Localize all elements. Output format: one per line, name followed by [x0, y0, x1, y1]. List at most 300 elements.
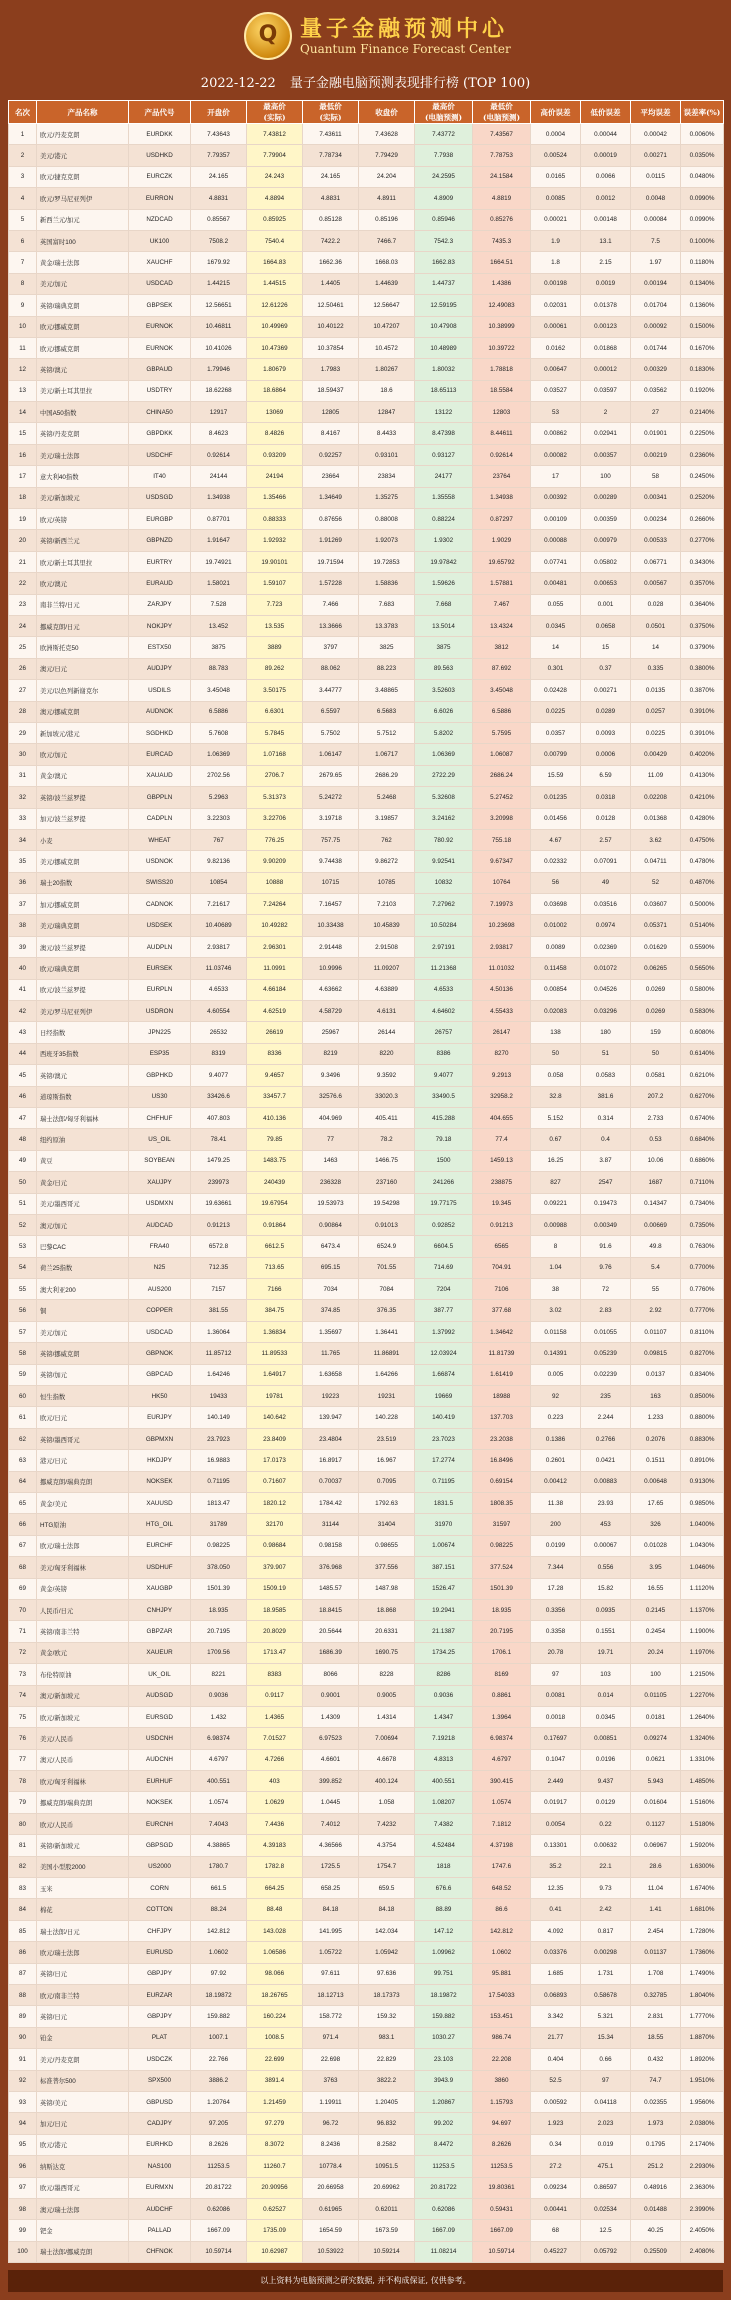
table-cell: 1008.5 — [247, 2027, 303, 2048]
table-cell: IT40 — [129, 466, 191, 487]
column-header-label: 产品代号 — [144, 107, 175, 117]
table-cell: 欧元/日元 — [37, 1407, 129, 1428]
table-cell: 18.55 — [631, 2027, 681, 2048]
table-cell: 0.00194 — [631, 273, 681, 294]
table-cell: 1463 — [303, 1150, 359, 1171]
table-cell: 97 — [581, 2070, 631, 2091]
table-cell: 13.1 — [581, 230, 631, 251]
table-row — [9, 1878, 724, 1899]
table-cell: 404.969 — [303, 1107, 359, 1128]
table-cell: 0.8861 — [473, 1685, 531, 1706]
table-cell: 83 — [9, 1878, 37, 1899]
table-cell: 0.88333 — [247, 509, 303, 530]
table-cell: 英镑/南非兰特 — [37, 1621, 129, 1642]
table-cell: 0.0012 — [581, 188, 631, 209]
table-cell: GBPCAD — [129, 1364, 191, 1385]
table-cell: 0.3750% — [681, 615, 724, 636]
table-cell: 20.24 — [631, 1642, 681, 1663]
table-cell: AUDJPY — [129, 658, 191, 679]
table-row — [9, 637, 724, 658]
table-cell: 欧元/波兰兹罗提 — [37, 979, 129, 1000]
table-cell: 97.205 — [191, 2113, 247, 2134]
table-cell: 7.78734 — [303, 145, 359, 166]
table-cell: 10.48989 — [415, 337, 473, 358]
table-cell: UK100 — [129, 230, 191, 251]
table-cell: 18 — [9, 487, 37, 508]
table-cell: 40 — [9, 958, 37, 979]
table-cell: 0.01488 — [631, 2198, 681, 2219]
table-cell: 159.882 — [415, 2006, 473, 2027]
table-cell: 46 — [9, 1086, 37, 1107]
table-cell: 0.4280% — [681, 808, 724, 829]
table-cell: 1667.09 — [473, 2220, 531, 2241]
table-cell: 18.19872 — [415, 1984, 473, 2005]
table-cell: 96 — [9, 2156, 37, 2177]
table-cell: 0.02239 — [581, 1364, 631, 1385]
table-row — [9, 2156, 724, 2177]
table-cell: 38 — [9, 915, 37, 936]
table-cell: 19.65792 — [473, 551, 531, 572]
table-cell: 18.17373 — [359, 1984, 415, 2005]
table-cell: 0.0128 — [581, 808, 631, 829]
table-cell: 4.37198 — [473, 1835, 531, 1856]
table-cell: 5.2963 — [191, 787, 247, 808]
table-cell: 0.0990% — [681, 188, 724, 209]
table-cell: 7.4436 — [247, 1813, 303, 1834]
table-row — [9, 466, 724, 487]
table-cell: 137.703 — [473, 1407, 531, 1428]
table-cell: 1662.83 — [415, 252, 473, 273]
table-cell: 36 — [9, 872, 37, 893]
table-cell: 0.00329 — [631, 359, 681, 380]
table-cell: 美元/港元 — [37, 145, 129, 166]
table-cell: 0.0165 — [531, 166, 581, 187]
table-cell: 1.4386 — [473, 273, 531, 294]
table-cell: 0.01072 — [581, 958, 631, 979]
table-cell: 0.07091 — [581, 851, 631, 872]
table-cell: 0.48916 — [631, 2177, 681, 2198]
table-row — [9, 2049, 724, 2070]
table-cell: 1.233 — [631, 1407, 681, 1428]
table-cell: 99.751 — [415, 1963, 473, 1984]
table-cell: 0.00648 — [631, 1471, 681, 1492]
table-cell: 207.2 — [631, 1086, 681, 1107]
table-cell: 9.76 — [581, 1257, 631, 1278]
table-cell: 0.19473 — [581, 1193, 631, 1214]
table-cell: 3.22303 — [191, 808, 247, 829]
table-cell: 1.05722 — [303, 1942, 359, 1963]
table-cell: 西班牙35指数 — [37, 1043, 129, 1064]
table-cell: 40.25 — [631, 2220, 681, 2241]
table-cell: 欧元/新土耳其里拉 — [37, 551, 129, 572]
table-cell: 欧元/澳元 — [37, 573, 129, 594]
table-cell: 8 — [531, 1236, 581, 1257]
table-cell: 欧元/南非兰特 — [37, 1984, 129, 2005]
table-cell: EURHKD — [129, 2134, 191, 2155]
table-cell: 0.11458 — [531, 958, 581, 979]
table-cell: 18.62268 — [191, 380, 247, 401]
table-cell: 6604.5 — [415, 1236, 473, 1257]
table-cell: 10.59714 — [473, 2241, 531, 2262]
table-cell: 21.77 — [531, 2027, 581, 2048]
table-cell: CADJPY — [129, 2113, 191, 2134]
table-cell: 1.7770% — [681, 2006, 724, 2027]
table-cell: 8.2626 — [191, 2134, 247, 2155]
table-cell: 4.66184 — [247, 979, 303, 1000]
table-cell: 69 — [9, 1578, 37, 1599]
table-cell: 1.1120% — [681, 1578, 724, 1599]
table-cell: 0.01137 — [631, 1942, 681, 1963]
table-row — [9, 1792, 724, 1813]
table-cell: 5.7608 — [191, 722, 247, 743]
table-cell: 1.19911 — [303, 2091, 359, 2112]
table-cell: 31597 — [473, 1514, 531, 1535]
table-cell: 4.8911 — [359, 188, 415, 209]
table-cell: 0.02031 — [531, 295, 581, 316]
table-cell: 10.38999 — [473, 316, 531, 337]
table-cell: 32576.6 — [303, 1086, 359, 1107]
table-cell: 11.08214 — [415, 2241, 473, 2262]
table-cell: 390.415 — [473, 1771, 531, 1792]
table-cell: 1.4347 — [415, 1706, 473, 1727]
table-row — [9, 1771, 724, 1792]
table-cell: 9.90209 — [247, 851, 303, 872]
table-cell: 17.0173 — [247, 1450, 303, 1471]
table-row — [9, 1129, 724, 1150]
table-cell: HK50 — [129, 1386, 191, 1407]
table-cell: XAUEUR — [129, 1642, 191, 1663]
column-header-label: 开盘价 — [207, 107, 230, 117]
table-body — [9, 124, 724, 2263]
table-cell: 1.57228 — [303, 573, 359, 594]
table-cell: 8066 — [303, 1664, 359, 1685]
table-cell: 51 — [9, 1193, 37, 1214]
table-cell: 0.09274 — [631, 1728, 681, 1749]
table-cell: AUS200 — [129, 1279, 191, 1300]
table-row — [9, 958, 724, 979]
table-cell: 0.00341 — [631, 487, 681, 508]
table-cell: USDHUF — [129, 1557, 191, 1578]
table-cell: PALLAD — [129, 2220, 191, 2241]
table-cell: 4.7266 — [247, 1749, 303, 1770]
table-cell: 12917 — [191, 402, 247, 423]
table-row — [9, 487, 724, 508]
table-cell: 0.69154 — [473, 1471, 531, 1492]
table-cell: 2.449 — [531, 1771, 581, 1792]
table-cell: 9.74438 — [303, 851, 359, 872]
table-cell: 黄金/瑞士法郎 — [37, 252, 129, 273]
table-cell: 0.14347 — [631, 1193, 681, 1214]
table-cell: 5.4 — [631, 1257, 681, 1278]
table-cell: 4.6601 — [303, 1749, 359, 1770]
table-cell: 241266 — [415, 1172, 473, 1193]
table-cell: 0.314 — [581, 1107, 631, 1128]
table-cell: 0.5140% — [681, 915, 724, 936]
table-cell: 1782.8 — [247, 1856, 303, 1877]
table-cell: USDCNH — [129, 1728, 191, 1749]
table-cell: 97.636 — [359, 1963, 415, 1984]
table-cell: GBPSGD — [129, 1835, 191, 1856]
table-cell: EURHUF — [129, 1771, 191, 1792]
table-cell: 99.202 — [415, 2113, 473, 2134]
table-cell: 23.8409 — [247, 1428, 303, 1449]
table-cell: 0.02355 — [631, 2091, 681, 2112]
table-cell: 67 — [9, 1535, 37, 1556]
table-cell: 12.61226 — [247, 295, 303, 316]
report-title: 量子金融电脑预测表现排行榜 (TOP 100) — [289, 76, 531, 91]
table-cell: 0.00148 — [581, 209, 631, 230]
table-cell: 62 — [9, 1428, 37, 1449]
table-cell: 22.1 — [581, 1856, 631, 1877]
table-cell: 英镑/新西兰元 — [37, 530, 129, 551]
table-cell: 44 — [9, 1043, 37, 1064]
table-cell: 0.93127 — [415, 444, 473, 465]
table-cell: 16.55 — [631, 1578, 681, 1599]
table-cell: 74 — [9, 1685, 37, 1706]
table-cell: 4.50136 — [473, 979, 531, 1000]
table-cell: 12 — [9, 359, 37, 380]
table-cell: 22.208 — [473, 2049, 531, 2070]
table-cell: 0.00219 — [631, 444, 681, 465]
table-cell: 3.19718 — [303, 808, 359, 829]
table-cell: 19.97842 — [415, 551, 473, 572]
table-cell: 7.4382 — [415, 1813, 473, 1834]
table-row — [9, 1150, 724, 1171]
table-cell: 9.437 — [581, 1771, 631, 1792]
table-cell: 0.70037 — [303, 1471, 359, 1492]
table-cell: 0.8270% — [681, 1343, 724, 1364]
table-cell: 0.3910% — [681, 701, 724, 722]
table-cell: 0.4130% — [681, 765, 724, 786]
table-cell: 10.33438 — [303, 915, 359, 936]
table-cell: 1.09962 — [415, 1942, 473, 1963]
table-cell: 美元/新土耳其里拉 — [37, 380, 129, 401]
table-cell: 0.07741 — [531, 551, 581, 572]
table-cell: 1686.39 — [303, 1642, 359, 1663]
brand-name-en: Quantum Finance Forecast Center — [300, 42, 511, 56]
table-cell: 695.15 — [303, 1257, 359, 1278]
table-row — [9, 1001, 724, 1022]
table-cell: 3.50175 — [247, 680, 303, 701]
table-cell: 4.6797 — [473, 1749, 531, 1770]
table-cell: COPPER — [129, 1300, 191, 1321]
table-cell: 78.2 — [359, 1129, 415, 1150]
table-cell: 0.1830% — [681, 359, 724, 380]
table-cell: 美元/加元 — [37, 273, 129, 294]
table-cell: 0.09234 — [531, 2177, 581, 2198]
table-cell: 1501.39 — [191, 1578, 247, 1599]
table-cell: 18.5584 — [473, 380, 531, 401]
table-cell: 11.03746 — [191, 958, 247, 979]
table-cell: 0.17697 — [531, 1728, 581, 1749]
table-cell: 1.61419 — [473, 1364, 531, 1385]
column-header — [681, 101, 724, 124]
table-cell: 2686.24 — [473, 765, 531, 786]
table-cell: 小麦 — [37, 829, 129, 850]
column-header — [531, 101, 581, 124]
table-cell: 20 — [9, 530, 37, 551]
table-cell: 0.0269 — [631, 1001, 681, 1022]
table-cell: 1.91647 — [191, 530, 247, 551]
table-cell: 0.7770% — [681, 1300, 724, 1321]
table-cell: 84 — [9, 1899, 37, 1920]
table-cell: US_OIL — [129, 1129, 191, 1150]
table-cell: 2.0380% — [681, 2113, 724, 2134]
table-cell: 19.345 — [473, 1193, 531, 1214]
table-cell: 0.02941 — [581, 423, 631, 444]
table-cell: 1.06087 — [473, 744, 531, 765]
table-cell: 3797 — [303, 637, 359, 658]
table-cell: 33457.7 — [247, 1086, 303, 1107]
table-cell: 0.00349 — [581, 1214, 631, 1235]
table-cell: 1687 — [631, 1172, 681, 1193]
table-cell: 1.80267 — [359, 359, 415, 380]
table-row — [9, 2091, 724, 2112]
table-cell: 17 — [9, 466, 37, 487]
table-cell: 0.3790% — [681, 637, 724, 658]
table-cell: 97 — [9, 2177, 37, 2198]
table-cell: 12.56647 — [359, 295, 415, 316]
table-cell: 20.66958 — [303, 2177, 359, 2198]
table-cell: 714.69 — [415, 1257, 473, 1278]
table-cell: 0.06893 — [531, 1984, 581, 2005]
table-cell: 3875 — [415, 637, 473, 658]
table-cell: 美元/墨西哥元 — [37, 1193, 129, 1214]
table-cell: 16.967 — [359, 1450, 415, 1471]
table-cell: 1.6810% — [681, 1899, 724, 1920]
table-cell: 0.3800% — [681, 658, 724, 679]
table-cell: 98.066 — [247, 1963, 303, 1984]
table-cell: 97.92 — [191, 1963, 247, 1984]
table-cell: 376.968 — [303, 1557, 359, 1578]
table-cell: 1.4365 — [247, 1706, 303, 1727]
table-cell: 欧元/港元 — [37, 2134, 129, 2155]
table-cell: 93 — [9, 2091, 37, 2112]
brand-name-cn: 量子金融预测中心 — [300, 16, 509, 42]
table-cell: 24144 — [191, 466, 247, 487]
table-cell: 英镑/澳元 — [37, 359, 129, 380]
table-cell: 欧元/人民币 — [37, 1813, 129, 1834]
table-cell: 1747.6 — [473, 1856, 531, 1877]
table-row — [9, 658, 724, 679]
table-cell: 24.1584 — [473, 166, 531, 187]
table-cell: 61 — [9, 1407, 37, 1428]
table-cell: 1667.09 — [415, 2220, 473, 2241]
table-cell: 10.49282 — [247, 915, 303, 936]
column-header — [247, 101, 303, 124]
table-cell: 0.03516 — [581, 894, 631, 915]
table-cell: 0.91864 — [247, 1214, 303, 1235]
table-cell: 1.7280% — [681, 1920, 724, 1941]
table-cell: 13.4324 — [473, 615, 531, 636]
table-cell: 38 — [531, 1279, 581, 1300]
table-row — [9, 1022, 724, 1043]
table-cell: 1.3310% — [681, 1749, 724, 1770]
table-cell: 18.935 — [473, 1599, 531, 1620]
table-cell: 0.66 — [581, 2049, 631, 2070]
table-cell: 410.136 — [247, 1107, 303, 1128]
table-cell: 0.7700% — [681, 1257, 724, 1278]
table-cell: 0.2660% — [681, 509, 724, 530]
table-cell: 1.59107 — [247, 573, 303, 594]
table-cell: CADNOK — [129, 894, 191, 915]
table-row — [9, 1065, 724, 1086]
table-cell: 15.82 — [581, 1578, 631, 1599]
table-cell: 3.02 — [531, 1300, 581, 1321]
table-cell: 86 — [9, 1942, 37, 1963]
table-row — [9, 808, 724, 829]
table-row — [9, 1043, 724, 1064]
table-cell: 挪威克朗/瑞典克朗 — [37, 1792, 129, 1813]
table-cell: 7.2103 — [359, 894, 415, 915]
table-cell: 欧元/瑞士法郎 — [37, 1942, 129, 1963]
table-cell: 8220 — [359, 1043, 415, 1064]
table-cell: 加元/挪威克朗 — [37, 894, 129, 915]
table-cell: 0.00481 — [531, 573, 581, 594]
table-cell: 20.7195 — [191, 1621, 247, 1642]
table-cell: 黄金/英镑 — [37, 1578, 129, 1599]
table-cell: 88.24 — [191, 1899, 247, 1920]
table-cell: 827 — [531, 1172, 581, 1193]
column-header-sublabel: (实际) — [263, 113, 286, 122]
table-cell: 0.02369 — [581, 936, 631, 957]
table-cell: 1.64246 — [191, 1364, 247, 1385]
table-cell: 27 — [631, 402, 681, 423]
table-cell: 25 — [9, 637, 37, 658]
table-cell: 0.0018 — [531, 1706, 581, 1727]
column-header — [191, 101, 247, 124]
table-row — [9, 615, 724, 636]
table-cell: 0.0501 — [631, 615, 681, 636]
table-cell: 欧元/英镑 — [37, 509, 129, 530]
table-cell: 1.59626 — [415, 573, 473, 594]
table-cell: 1679.92 — [191, 252, 247, 273]
table-cell: EURZAR — [129, 1984, 191, 2005]
table-cell: 0.0357 — [531, 722, 581, 743]
table-cell: 1.36834 — [247, 1321, 303, 1342]
table-cell: 0.00084 — [631, 209, 681, 230]
table-cell: 7.344 — [531, 1557, 581, 1578]
table-cell: 1.9302 — [415, 530, 473, 551]
table-cell: 26147 — [473, 1022, 531, 1043]
table-cell: 0.85196 — [359, 209, 415, 230]
table-cell: 238875 — [473, 1172, 531, 1193]
table-cell: 97.279 — [247, 2113, 303, 2134]
table-cell: 2.244 — [581, 1407, 631, 1428]
table-cell: 1667.09 — [191, 2220, 247, 2241]
table-cell: 12803 — [473, 402, 531, 423]
column-header-label: 误差率(%) — [683, 107, 721, 117]
table-cell: 0.028 — [631, 594, 681, 615]
table-cell: 13122 — [415, 402, 473, 423]
table-cell: 49.8 — [631, 1236, 681, 1257]
table-cell: 1.04 — [531, 1257, 581, 1278]
table-cell: 0.0199 — [531, 1535, 581, 1556]
table-cell: 12.50461 — [303, 295, 359, 316]
table-cell: 713.65 — [247, 1257, 303, 1278]
table-cell: 3889 — [247, 637, 303, 658]
table-cell: 22 — [9, 573, 37, 594]
table-cell: 欧元/匈牙利福林 — [37, 1771, 129, 1792]
table-cell: 0.0137 — [631, 1364, 681, 1385]
table-cell: 1.97 — [631, 252, 681, 273]
table-cell: 755.18 — [473, 829, 531, 850]
table-cell: 7.43643 — [191, 124, 247, 145]
table-cell: 3.342 — [531, 2006, 581, 2027]
table-cell: 0.91013 — [359, 1214, 415, 1235]
table-cell: EURAUD — [129, 573, 191, 594]
table-cell: 澳元/瑞士法郎 — [37, 2198, 129, 2219]
